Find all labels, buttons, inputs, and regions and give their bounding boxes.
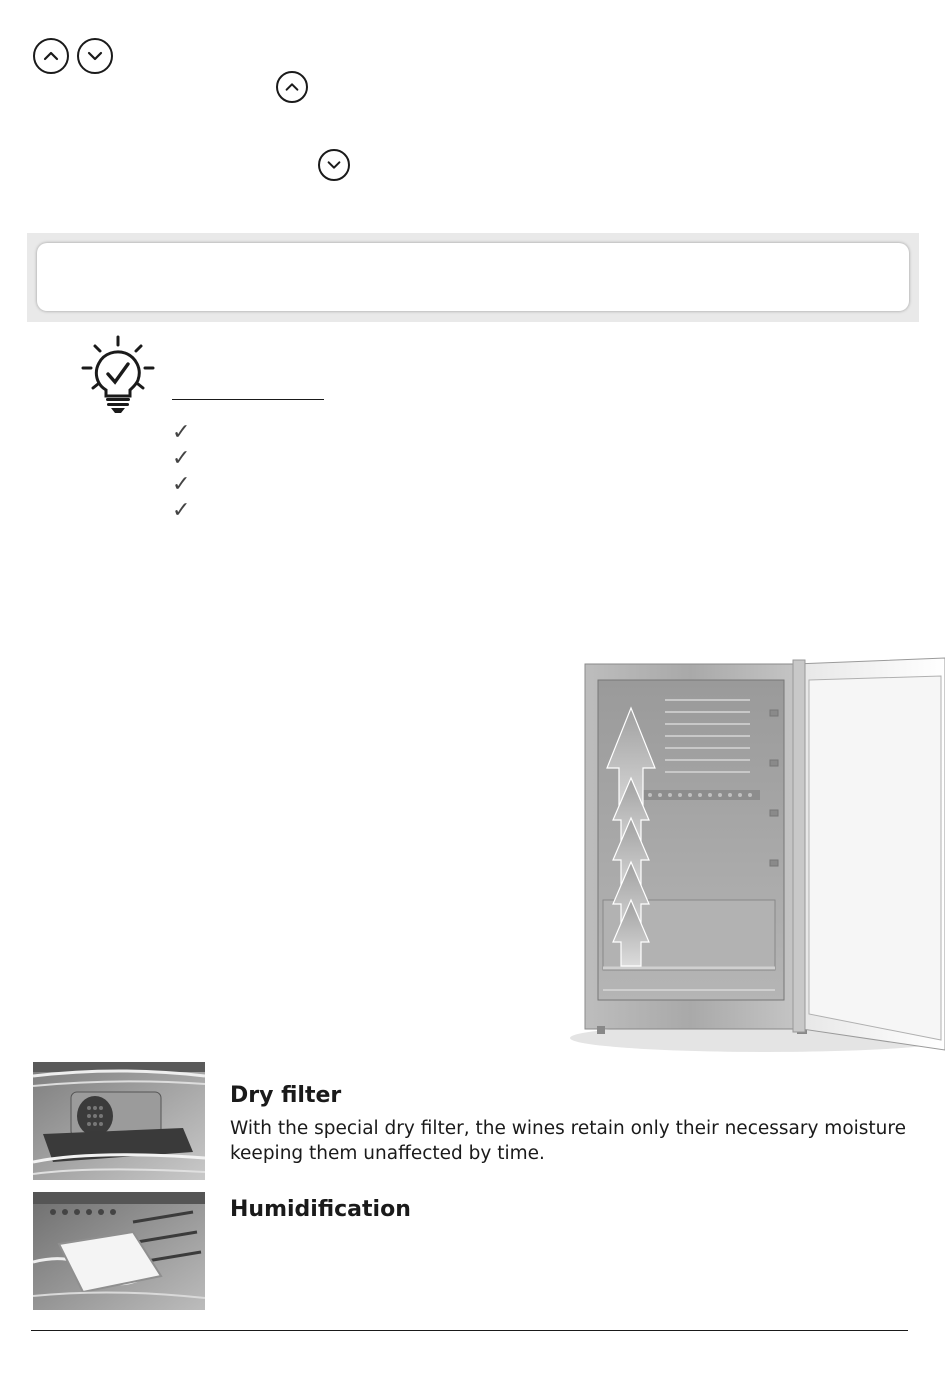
wine-cooler-airflow-image [565, 650, 945, 1080]
checklist-bullet: ✓ [172, 498, 191, 523]
checklist-bullet: ✓ [172, 446, 191, 471]
up-button-icon [33, 38, 69, 74]
checklist-bullet: ✓ [172, 472, 191, 497]
chevron-down-icon [85, 46, 105, 66]
dry-filter-photo [33, 1062, 205, 1180]
page-footer-rule [31, 1330, 908, 1331]
chevron-up-icon [41, 46, 61, 66]
checklist-bullet: ✓ [172, 420, 191, 445]
chevron-up-icon [283, 78, 301, 96]
lightbulb-check-icon [80, 334, 156, 416]
down-button-icon [77, 38, 113, 74]
feature-text-dry-filter: With the special dry filter, the wines retain only their necessary moisture keeping them unaffected by time. [230, 1118, 906, 1164]
down-button-icon-inline [318, 149, 350, 181]
tip-heading-rule [172, 399, 324, 400]
feature-title-humidification: Humidification [230, 1197, 411, 1222]
humidification-photo [33, 1192, 205, 1310]
chevron-down-icon [325, 156, 343, 174]
feature-title-dry-filter: Dry filter [230, 1083, 342, 1108]
note-box [37, 243, 909, 311]
up-button-icon-inline [276, 71, 308, 103]
